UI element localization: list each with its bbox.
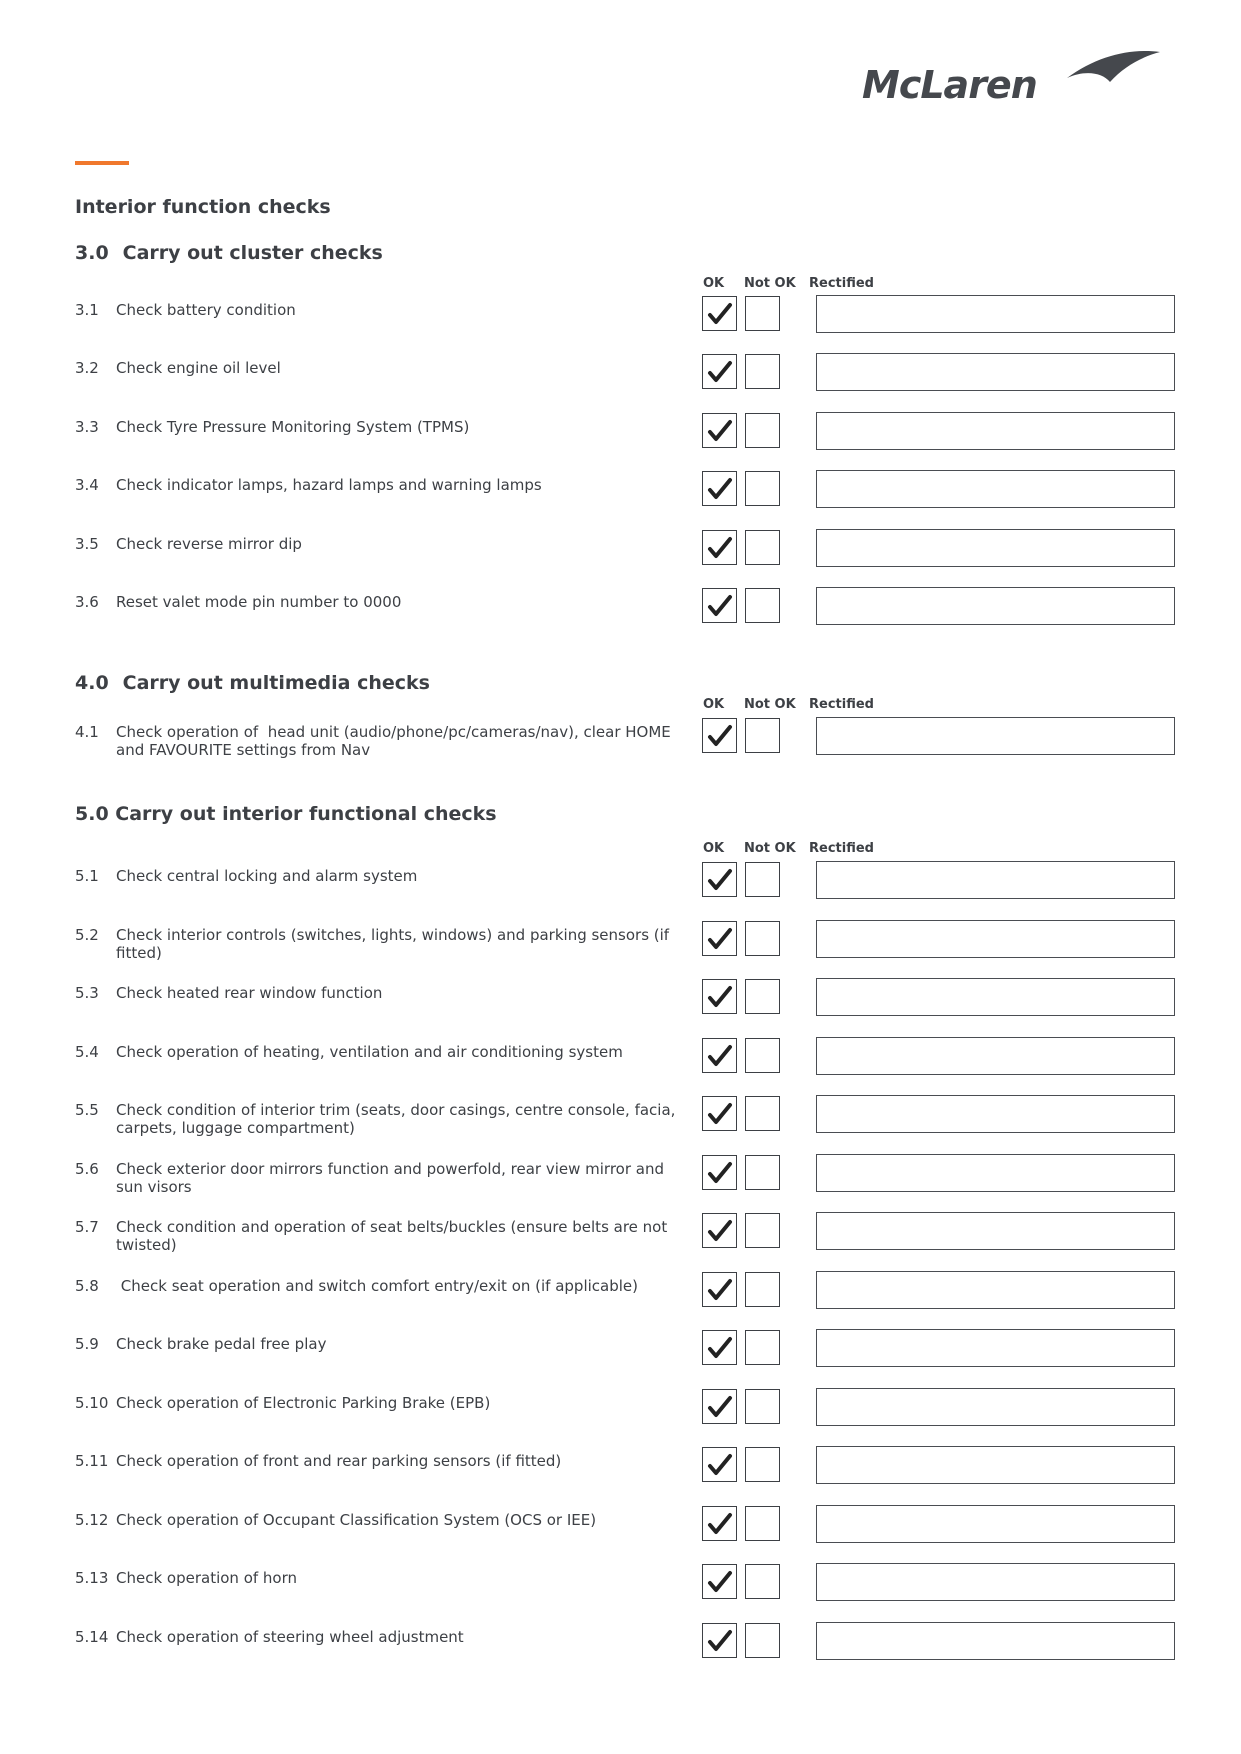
check-mark-icon — [707, 418, 733, 444]
not-ok-checkbox[interactable] — [745, 1564, 780, 1599]
ok-checkbox[interactable] — [702, 1330, 737, 1365]
rectified-field[interactable] — [816, 1212, 1175, 1250]
item-description: Check operation of horn — [116, 1569, 298, 1587]
rectified-field[interactable] — [816, 1037, 1175, 1075]
rectified-field[interactable] — [816, 978, 1175, 1016]
col-head-rectified: Rectified — [809, 841, 874, 856]
item-number: 5.3 — [75, 984, 99, 1002]
rectified-field[interactable] — [816, 1563, 1175, 1601]
rectified-field[interactable] — [816, 861, 1175, 899]
rectified-field[interactable] — [816, 920, 1175, 958]
section-title-5 — [75, 803, 497, 825]
item-description: Check engine oil level — [116, 359, 281, 377]
item-number: 5.13 — [75, 1569, 109, 1587]
not-ok-checkbox[interactable] — [745, 1506, 780, 1541]
check-mark-icon — [707, 301, 733, 327]
col-head-not-ok: Not OK — [744, 276, 796, 291]
check-mark-icon — [707, 1628, 733, 1654]
item-number: 5.5 — [75, 1101, 99, 1119]
not-ok-checkbox[interactable] — [745, 1038, 780, 1073]
not-ok-checkbox[interactable] — [745, 862, 780, 897]
rectified-field[interactable] — [816, 353, 1175, 391]
item-description: Check Tyre Pressure Monitoring System (TPMS) — [116, 418, 470, 436]
rectified-field[interactable] — [816, 1388, 1175, 1426]
page-title: Interior function checks — [75, 196, 331, 218]
rectified-field[interactable] — [816, 529, 1175, 567]
not-ok-checkbox[interactable] — [745, 921, 780, 956]
section-label: Carry out cluster checks — [122, 242, 383, 264]
ok-checkbox[interactable] — [702, 471, 737, 506]
item-description: Check condition and operation of seat belts/buckles (ensure belts are not twisted) — [116, 1218, 673, 1254]
col-head-rectified: Rectified — [809, 276, 874, 291]
ok-checkbox[interactable] — [702, 1038, 737, 1073]
rectified-field[interactable] — [816, 1329, 1175, 1367]
item-number: 5.9 — [75, 1335, 99, 1353]
ok-checkbox[interactable] — [702, 1447, 737, 1482]
check-mark-icon — [707, 593, 733, 619]
item-number: 5.1 — [75, 867, 99, 885]
item-description: Check operation of head unit (audio/phone/pc/cameras/nav), clear HOME and FAVOURITE settings from Nav — [116, 723, 676, 759]
section-label: Carry out interior functional checks — [115, 803, 497, 825]
check-mark-icon — [707, 1394, 733, 1420]
item-description: Check central locking and alarm system — [116, 867, 418, 885]
check-mark-icon — [707, 723, 733, 749]
item-number: 3.6 — [75, 593, 99, 611]
ok-checkbox[interactable] — [702, 1155, 737, 1190]
section-number: 4.0 — [75, 672, 109, 694]
item-number: 5.6 — [75, 1160, 99, 1178]
ok-checkbox[interactable] — [702, 530, 737, 565]
ok-checkbox[interactable] — [702, 862, 737, 897]
item-number: 5.8 — [75, 1277, 99, 1295]
item-number: 3.2 — [75, 359, 99, 377]
rectified-field[interactable] — [816, 470, 1175, 508]
rectified-field[interactable] — [816, 412, 1175, 450]
item-description: Check seat operation and switch comfort entry/exit on (if applicable) — [116, 1277, 638, 1295]
not-ok-checkbox[interactable] — [745, 1272, 780, 1307]
item-description: Check heated rear window function — [116, 984, 383, 1002]
check-mark-icon — [707, 1569, 733, 1595]
check-mark-icon — [707, 1335, 733, 1361]
ok-checkbox[interactable] — [702, 1623, 737, 1658]
item-number: 3.3 — [75, 418, 99, 436]
item-number: 5.10 — [75, 1394, 109, 1412]
item-description: Check operation of steering wheel adjustment — [116, 1628, 464, 1646]
ok-checkbox[interactable] — [702, 354, 737, 389]
item-description: Check reverse mirror dip — [116, 535, 302, 553]
item-number: 5.7 — [75, 1218, 99, 1236]
item-number: 5.2 — [75, 926, 99, 944]
not-ok-checkbox[interactable] — [745, 1389, 780, 1424]
section-title-4 — [75, 672, 430, 694]
section-number: 3.0 — [75, 242, 109, 264]
ok-checkbox[interactable] — [702, 718, 737, 753]
check-mark-icon — [707, 1218, 733, 1244]
not-ok-checkbox[interactable] — [745, 1155, 780, 1190]
check-mark-icon — [707, 1101, 733, 1127]
ok-checkbox[interactable] — [702, 413, 737, 448]
not-ok-checkbox[interactable] — [745, 588, 780, 623]
check-mark-icon — [707, 984, 733, 1010]
not-ok-checkbox[interactable] — [745, 354, 780, 389]
item-description: Check condition of interior trim (seats, door casings, centre console, facia, carpets, luggage compartment) — [116, 1101, 681, 1137]
check-mark-icon — [707, 1511, 733, 1537]
item-number: 5.12 — [75, 1511, 109, 1529]
check-mark-icon — [707, 1160, 733, 1186]
ok-checkbox[interactable] — [702, 296, 737, 331]
section-number: 5.0 — [75, 803, 109, 825]
rectified-field[interactable] — [816, 295, 1175, 333]
ok-checkbox[interactable] — [702, 588, 737, 623]
check-mark-icon — [707, 476, 733, 502]
rectified-field[interactable] — [816, 1154, 1175, 1192]
item-number: 5.11 — [75, 1452, 109, 1470]
item-number: 5.4 — [75, 1043, 99, 1061]
not-ok-checkbox[interactable] — [745, 471, 780, 506]
ok-checkbox[interactable] — [702, 1272, 737, 1307]
not-ok-checkbox[interactable] — [745, 296, 780, 331]
not-ok-checkbox[interactable] — [745, 718, 780, 753]
item-number: 3.5 — [75, 535, 99, 553]
rectified-field[interactable] — [816, 1095, 1175, 1133]
rectified-field[interactable] — [816, 1271, 1175, 1309]
item-description: Check battery condition — [116, 301, 296, 319]
rectified-field[interactable] — [816, 1505, 1175, 1543]
col-head-ok: OK — [703, 276, 725, 291]
col-head-not-ok: Not OK — [744, 697, 796, 712]
ok-checkbox[interactable] — [702, 1389, 737, 1424]
ok-checkbox[interactable] — [702, 921, 737, 956]
section-title-3 — [75, 242, 383, 264]
not-ok-checkbox[interactable] — [745, 530, 780, 565]
check-mark-icon — [707, 535, 733, 561]
ok-checkbox[interactable] — [702, 1506, 737, 1541]
accent-bar — [75, 161, 129, 165]
col-head-ok: OK — [703, 841, 725, 856]
mclaren-logo — [862, 48, 1162, 104]
item-number: 3.4 — [75, 476, 99, 494]
ok-checkbox[interactable] — [702, 1213, 737, 1248]
not-ok-checkbox[interactable] — [745, 1330, 780, 1365]
col-head-not-ok: Not OK — [744, 841, 796, 856]
check-mark-icon — [707, 867, 733, 893]
not-ok-checkbox[interactable] — [745, 1213, 780, 1248]
ok-checkbox[interactable] — [702, 979, 737, 1014]
rectified-field[interactable] — [816, 717, 1175, 755]
item-number: 5.14 — [75, 1628, 109, 1646]
item-description: Check exterior door mirrors function and powerfold, rear view mirror and sun visors — [116, 1160, 669, 1196]
check-mark-icon — [707, 1452, 733, 1478]
col-head-rectified: Rectified — [809, 697, 874, 712]
check-mark-icon — [707, 1043, 733, 1069]
item-description: Check interior controls (switches, lights, windows) and parking sensors (if fitted) — [116, 926, 674, 962]
item-description: Check operation of Occupant Classification System (OCS or IEE) — [116, 1511, 597, 1529]
not-ok-checkbox[interactable] — [745, 413, 780, 448]
rectified-field[interactable] — [816, 587, 1175, 625]
ok-checkbox[interactable] — [702, 1564, 737, 1599]
item-description: Check indicator lamps, hazard lamps and warning lamps — [116, 476, 542, 494]
rectified-field[interactable] — [816, 1622, 1175, 1660]
item-number: 4.1 — [75, 723, 99, 741]
item-description: Check operation of front and rear parking sensors (if fitted) — [116, 1452, 562, 1470]
logo-wordmark: McLaren — [862, 63, 1037, 104]
rectified-field[interactable] — [816, 1446, 1175, 1484]
check-mark-icon — [707, 1277, 733, 1303]
check-mark-icon — [707, 926, 733, 952]
not-ok-checkbox[interactable] — [745, 979, 780, 1014]
item-description: Reset valet mode pin number to 0000 — [116, 593, 402, 611]
item-description: Check brake pedal free play — [116, 1335, 327, 1353]
item-description: Check operation of Electronic Parking Brake (EPB) — [116, 1394, 491, 1412]
ok-checkbox[interactable] — [702, 1096, 737, 1131]
mclaren-swoosh-icon — [862, 48, 1162, 104]
item-description: Check operation of heating, ventilation and air conditioning system — [116, 1043, 623, 1061]
not-ok-checkbox[interactable] — [745, 1447, 780, 1482]
item-number: 3.1 — [75, 301, 99, 319]
check-mark-icon — [707, 359, 733, 385]
not-ok-checkbox[interactable] — [745, 1096, 780, 1131]
not-ok-checkbox[interactable] — [745, 1623, 780, 1658]
section-label: Carry out multimedia checks — [122, 672, 430, 694]
col-head-ok: OK — [703, 697, 725, 712]
